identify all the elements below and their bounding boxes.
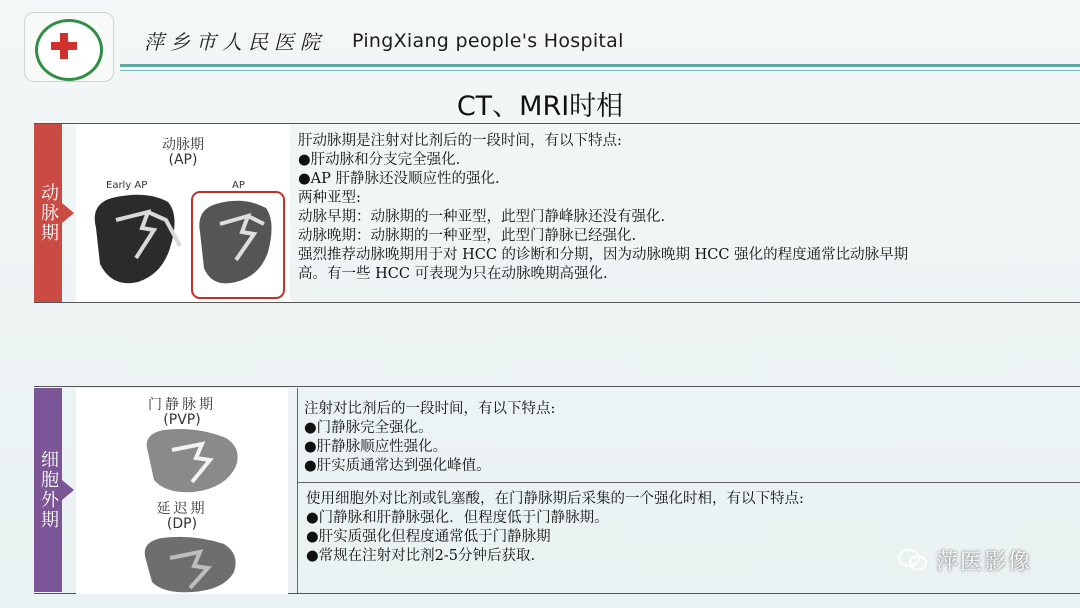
dp-phase-name: 延迟期: [156, 501, 208, 517]
hospital-name-cn: 萍乡市人民医院: [144, 30, 326, 54]
pvp-line: 注射对比剂后的一段时间，有以下特点:: [304, 401, 556, 417]
arterial-line: ●AP 肝静脉还没顺应性的强化.: [298, 171, 500, 187]
arterial-line: 动脉晚期：动脉期的一种亚型，此型门静脉已经强化.: [298, 228, 637, 244]
arterial-line: ●肝动脉和分支完全强化.: [298, 152, 461, 168]
dp-description: [306, 490, 804, 566]
section-bottom-line: [34, 302, 1080, 303]
wechat-watermark: [898, 545, 1032, 576]
wechat-icon: [898, 548, 928, 572]
dp-phase-abbr: (DP): [166, 516, 198, 532]
arterial-tab: 动脉期: [34, 124, 62, 302]
dp-line: 使用细胞外对比剂或钆塞酸，在门静脉期后采集的一个强化时相，有以下特点:: [306, 491, 804, 507]
ap-label: AP: [232, 180, 245, 191]
hospital-logo: [24, 12, 114, 82]
arterial-line: 强烈推荐动脉晚期用于对 HCC 的诊断和分期，因为动脉晚期 HCC 强化的程度通常比动脉早期: [298, 247, 909, 263]
dp-line: ●肝实质强化但程度通常低于门静脉期: [306, 529, 551, 545]
red-cross-icon: [51, 33, 77, 59]
arrow-right-icon: [62, 203, 74, 223]
early-ap-label: Early AP: [106, 180, 148, 191]
pvp-phase-abbr: (PVP): [163, 412, 201, 428]
hospital-name-en: PingXiang people's Hospital: [352, 30, 624, 52]
slide-title: CT、MRI时相: [456, 91, 624, 122]
arterial-image: [76, 124, 290, 302]
arterial-description: [298, 132, 908, 284]
dp-line: ●门静脉和肝静脉强化．但程度低于门静脉期。: [306, 510, 609, 526]
arterial-line: 动脉早期：动脉期的一种亚型，此型门静峰脉还没有强化.: [298, 209, 666, 225]
extracellular-tab: 细胞外期: [34, 388, 62, 592]
dp-line: ●常规在注射对比剂2-5分钟后获取.: [306, 548, 536, 564]
pvp-line: ●肝静脉顺应性强化。: [304, 439, 448, 455]
ap-phase-abbr: (AP): [168, 152, 198, 168]
pvp-description: [304, 400, 555, 476]
arterial-line: 高。有一些 HCC 可表现为只在动脉晚期高强化.: [298, 266, 608, 282]
arrow-right-icon: [62, 480, 74, 500]
header-divider-thin: [120, 70, 1080, 71]
pvp-line: ●肝实质通常达到强化峰值。: [304, 458, 491, 474]
section-top-line: [34, 386, 1080, 387]
watermark-text: 萍医影像: [936, 550, 1033, 575]
liver-scan-illustration: [76, 388, 288, 594]
pvp-line: ●门静脉完全强化。: [304, 420, 433, 436]
header-divider: [120, 64, 1080, 67]
ap-phase-name: 动脉期: [162, 137, 204, 153]
pvp-phase-name: 门静脉期: [148, 397, 216, 413]
liver-scan-illustration: [76, 124, 290, 302]
arterial-line: 肝动脉期是注射对比剂后的一段时间，有以下特点:: [298, 133, 622, 149]
arterial-line: 两种亚型:: [298, 190, 361, 206]
vertical-divider: [297, 388, 298, 593]
horizontal-divider: [297, 482, 1080, 483]
extracellular-image: [76, 388, 288, 594]
